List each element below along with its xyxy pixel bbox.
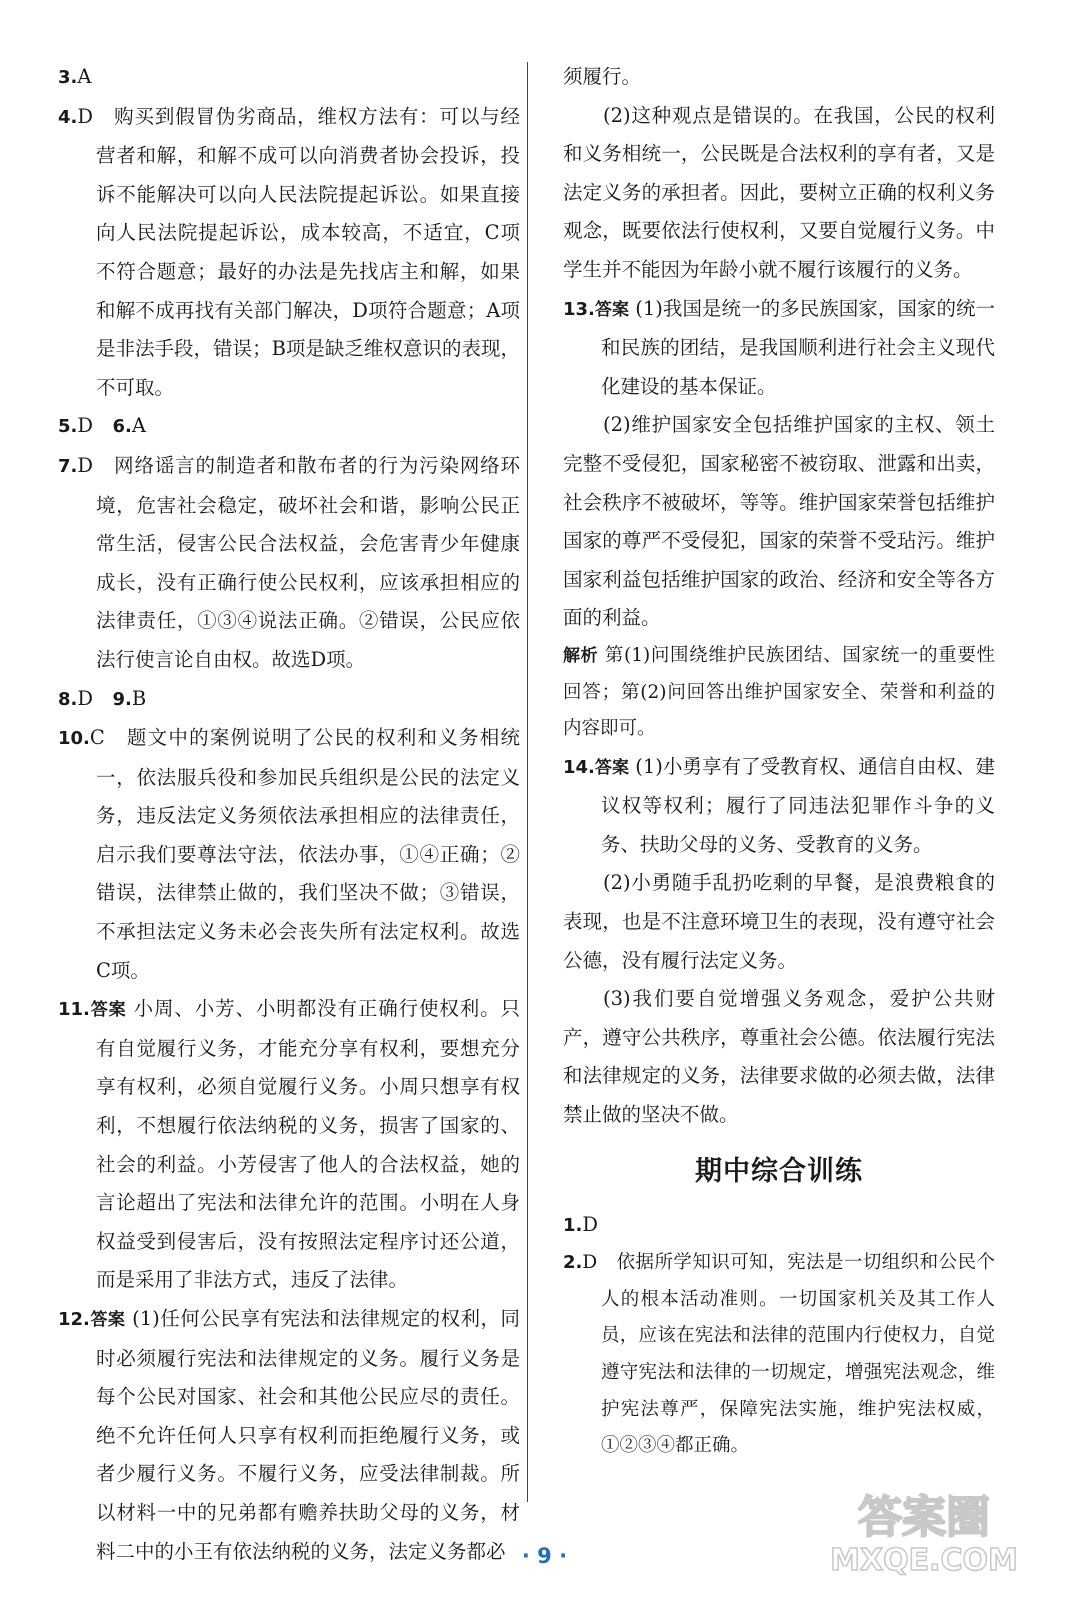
answer-14-part-3: (3)我们要自觉增强义务观念，爱护公共财产，遵守公共秩序，尊重社会公德。依法履行宪法和法律规定的义务，法律要求做的必须去做，法律禁止做的坚决不做。 [563, 987, 995, 1127]
answer-text: D [77, 686, 113, 710]
answer-12-part-2: (2)这种观点是错误的。在我国，公民的权利和义务相统一，公民既是合法权利的享有者，又是法定义务的承担者。因此，要树立正确的权利义务观念，既要依法行使权利，又要自觉履行义务。中学生并不能因为年龄小就不履行该履行的义务。 [563, 103, 995, 281]
question-number: 12. [58, 1309, 90, 1330]
analysis-text: 第(1)问围绕维护民族团结、国家统一的重要性回答；第(2)问回答出维护国家安全、荣誉和利益的内容即可。 [563, 644, 995, 740]
watermark-top-text: 答案圈 [858, 1492, 990, 1543]
answer-text: (1)任何公民享有宪法和法律规定的权利，同时必须履行宪法和法律规定的义务。履行义务是每个公民对国家、社会和其他公民应尽的责任。绝不允许任何人只享有权利而拒绝履行义务，或者少履行义务。不履行义务，应受法律制裁。所以材料一中的兄弟都有赡养扶助父母的义务，材料二中的小王有依法纳税的义务，法定义务都必 [96, 1307, 521, 1563]
section-answer-1 [563, 1206, 995, 1246]
answer-label: 答案 [594, 299, 630, 320]
answer-13 [563, 290, 995, 407]
answer-text: D 网络谣言的制造者和散布者的行为污染网络环境，危害社会稳定，破坏社会和谐，影响公民正常生活，侵害公民合法权益，会危害青少年健康成长，没有正确行使公民权利，应该承担相应的法律责任，①③④说法正确。②错误，公民应依法行使言论自由权。故选D项。 [77, 453, 520, 671]
watermark-logo [799, 1480, 1049, 1580]
question-number: 5. [58, 416, 78, 438]
answer-text: B [131, 686, 147, 710]
answer-text: (1)我国是统一的多民族国家，国家的统一和民族的团结，是我国顺利进行社会主义现代化建设的基本保证。 [601, 296, 996, 398]
question-number: 14. [563, 756, 595, 778]
question-number: 3. [58, 67, 78, 88]
question-number: 4. [58, 106, 78, 128]
section-answer-2 [563, 1245, 995, 1465]
answer-label: 答案 [89, 1310, 126, 1330]
answer-text: C 题文中的案例说明了公民的权利和义务相统一，依法服兵役和参加民兵组织是公民的法定义务，违反法定义务须依法承担相应的法律责任，启示我们要尊法守法，依法办事，①④正确；②错误，法律禁止做的，我们坚决不做；③错误，不承担法定义务未必会丧失所有法定权利。故选C项。 [89, 726, 520, 982]
question-number: 8. [58, 688, 78, 710]
question-number: 1. [563, 1214, 583, 1236]
question-number: 13. [563, 298, 595, 320]
analysis-label: 解析 [563, 645, 599, 666]
question-number: 6. [112, 416, 132, 438]
watermark-bottom-text: MXQE.COM [830, 1543, 1018, 1578]
question-number: 10. [58, 728, 90, 750]
answer-text: A [77, 65, 92, 88]
question-number: 2. [563, 1252, 583, 1274]
answer-4 [58, 98, 520, 408]
analysis-13 [563, 638, 995, 748]
answer-text: 小周、小芳、小明都没有正确行使权利。只有自觉履行义务，才能充分享有权利，要想充分享有权利，必须自觉履行义务。小周只想享有权利，不想履行依法纳税的义务，损害了国家的、社会的利益。小芳侵害了他人的合法权益，她的言论超出了宪法和法律允许的范围。小明在人身权益受到侵害后，没有按照法定程序讨还公道，而是采用了非法方式，违反了法律。 [96, 997, 521, 1292]
answer-text: (1)小勇享有了受教育权、通信自由权、建议权等权利；履行了同违法犯罪作斗争的义务、扶助父母的义务、受教育的义务。 [601, 754, 996, 856]
left-column [58, 58, 520, 1571]
answer-text: D [77, 414, 113, 438]
answer-text: A [131, 414, 146, 438]
page-number: · 9 · [521, 1544, 568, 1568]
answer-13-part-2: (2)维护国家安全包括维护国家的主权、领土完整不受侵犯，国家秘密不被窃取、泄露和出卖，社会秩序不被破坏，等等。维护国家荣誉包括维护国家的尊严不受侵犯，国家的荣誉不受玷污。维护国家利益包括维护国家的政治、经济和安全等各方面的利益。 [563, 413, 995, 630]
answer-7 [58, 447, 520, 680]
question-number: 7. [58, 455, 78, 477]
right-column [563, 58, 995, 1465]
answer-11 [58, 990, 520, 1300]
answer-14 [563, 748, 995, 865]
question-number: 9. [112, 688, 132, 710]
answer-text: D [582, 1212, 599, 1236]
answer-text: D 购买到假冒伪劣商品，维权方法有：可以与经营者和解，和解不成可以向消费者协会投诉，投诉不能解决可以向人民法院提起诉讼。如果直接向人民法院提起诉讼，成本较高，不适宜，C项不符合题意；最好的办法是先找店主和解，如果和解不成再找有关部门解决，D项符合题意；A项是非法手段，错误；B项是缺乏维权意识的表现，不可取。 [77, 104, 520, 399]
answer-label: 答案 [89, 1000, 127, 1021]
answer-12 [58, 1300, 520, 1571]
answer-3 [58, 58, 520, 98]
column-divider [527, 62, 528, 1502]
answer-5-6 [58, 407, 520, 447]
answer-8-9 [58, 680, 520, 720]
answer-label: 答案 [594, 757, 630, 778]
question-number: 11. [58, 999, 90, 1021]
section-title: 期中综合训练 [695, 1155, 863, 1187]
answer-10 [58, 719, 520, 990]
answer-14-part-2: (2)小勇随手乱扔吃剩的早餐，是浪费粮食的表现，也是不注意环境卫生的表现，没有遵守社会公德，没有履行法定义务。 [563, 871, 995, 972]
answer-12-continued: 须履行。 [563, 65, 642, 88]
answer-text: D 依据所学知识可知，宪法是一切组织和公民个人的根本活动准则。一切国家机关及其工作人员，应该在宪法和法律的范围内行使权力，自觉遵守宪法和法律的一切规定，增强宪法观念，维护宪法尊严，保障宪法实施，维护宪法权威，①②③④都正确。 [582, 1252, 995, 1457]
